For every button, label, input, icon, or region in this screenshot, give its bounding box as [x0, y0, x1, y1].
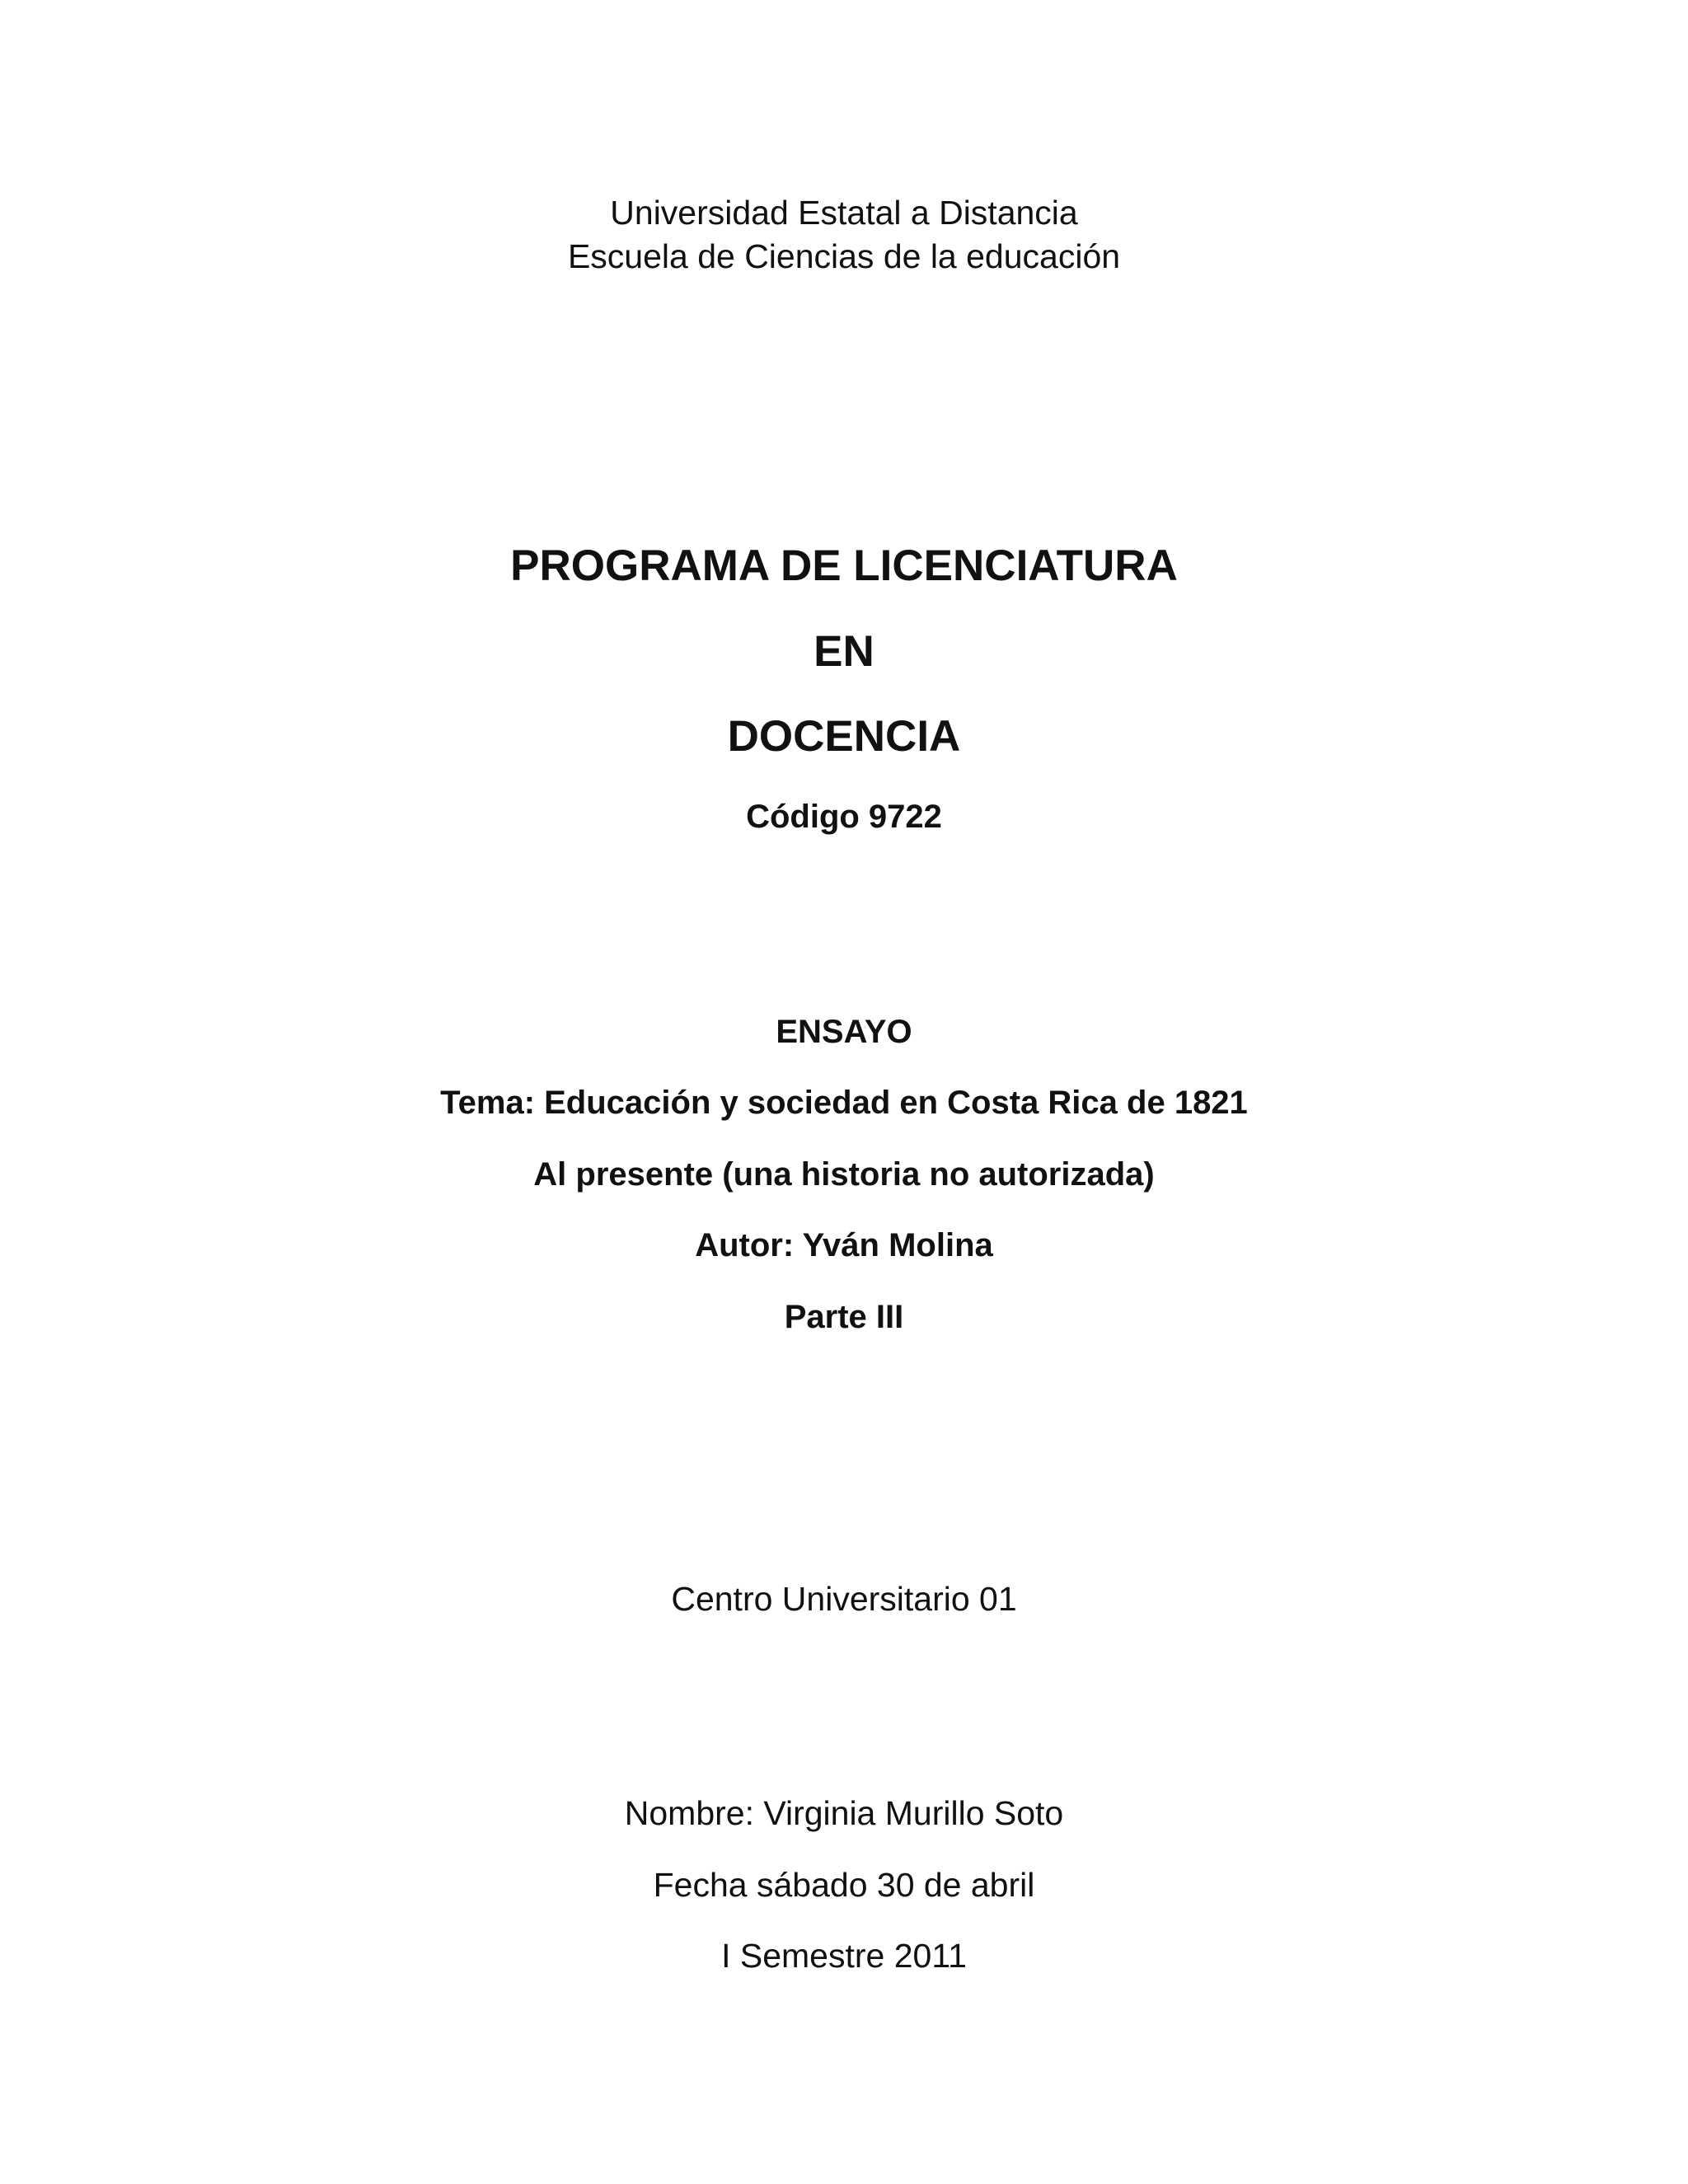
- submission-date: Fecha sábado 30 de abril: [653, 1866, 1035, 1904]
- university-name: Universidad Estatal a Distancia: [610, 194, 1078, 232]
- essay-label: ENSAYO: [776, 1014, 912, 1050]
- school-name: Escuela de Ciencias de la educación: [567, 237, 1121, 275]
- semester: I Semestre 2011: [721, 1937, 967, 1975]
- program-title-line1: PROGRAMA DE LICENCIATURA: [510, 541, 1178, 590]
- program-title-line3: DOCENCIA: [727, 712, 961, 761]
- essay-author: Autor: Yván Molina: [695, 1227, 993, 1263]
- student-name: Nombre: Virginia Murillo Soto: [624, 1794, 1064, 1832]
- program-code: Código 9722: [746, 799, 942, 835]
- essay-topic: Tema: Educación y sociedad en Costa Rica de 1821: [440, 1085, 1248, 1121]
- university-center: Centro Universitario 01: [671, 1580, 1017, 1618]
- essay-topic-continued: Al presente (una historia no autorizada): [533, 1156, 1155, 1193]
- essay-part: Parte III: [784, 1299, 904, 1335]
- program-title-line2: EN: [814, 627, 874, 676]
